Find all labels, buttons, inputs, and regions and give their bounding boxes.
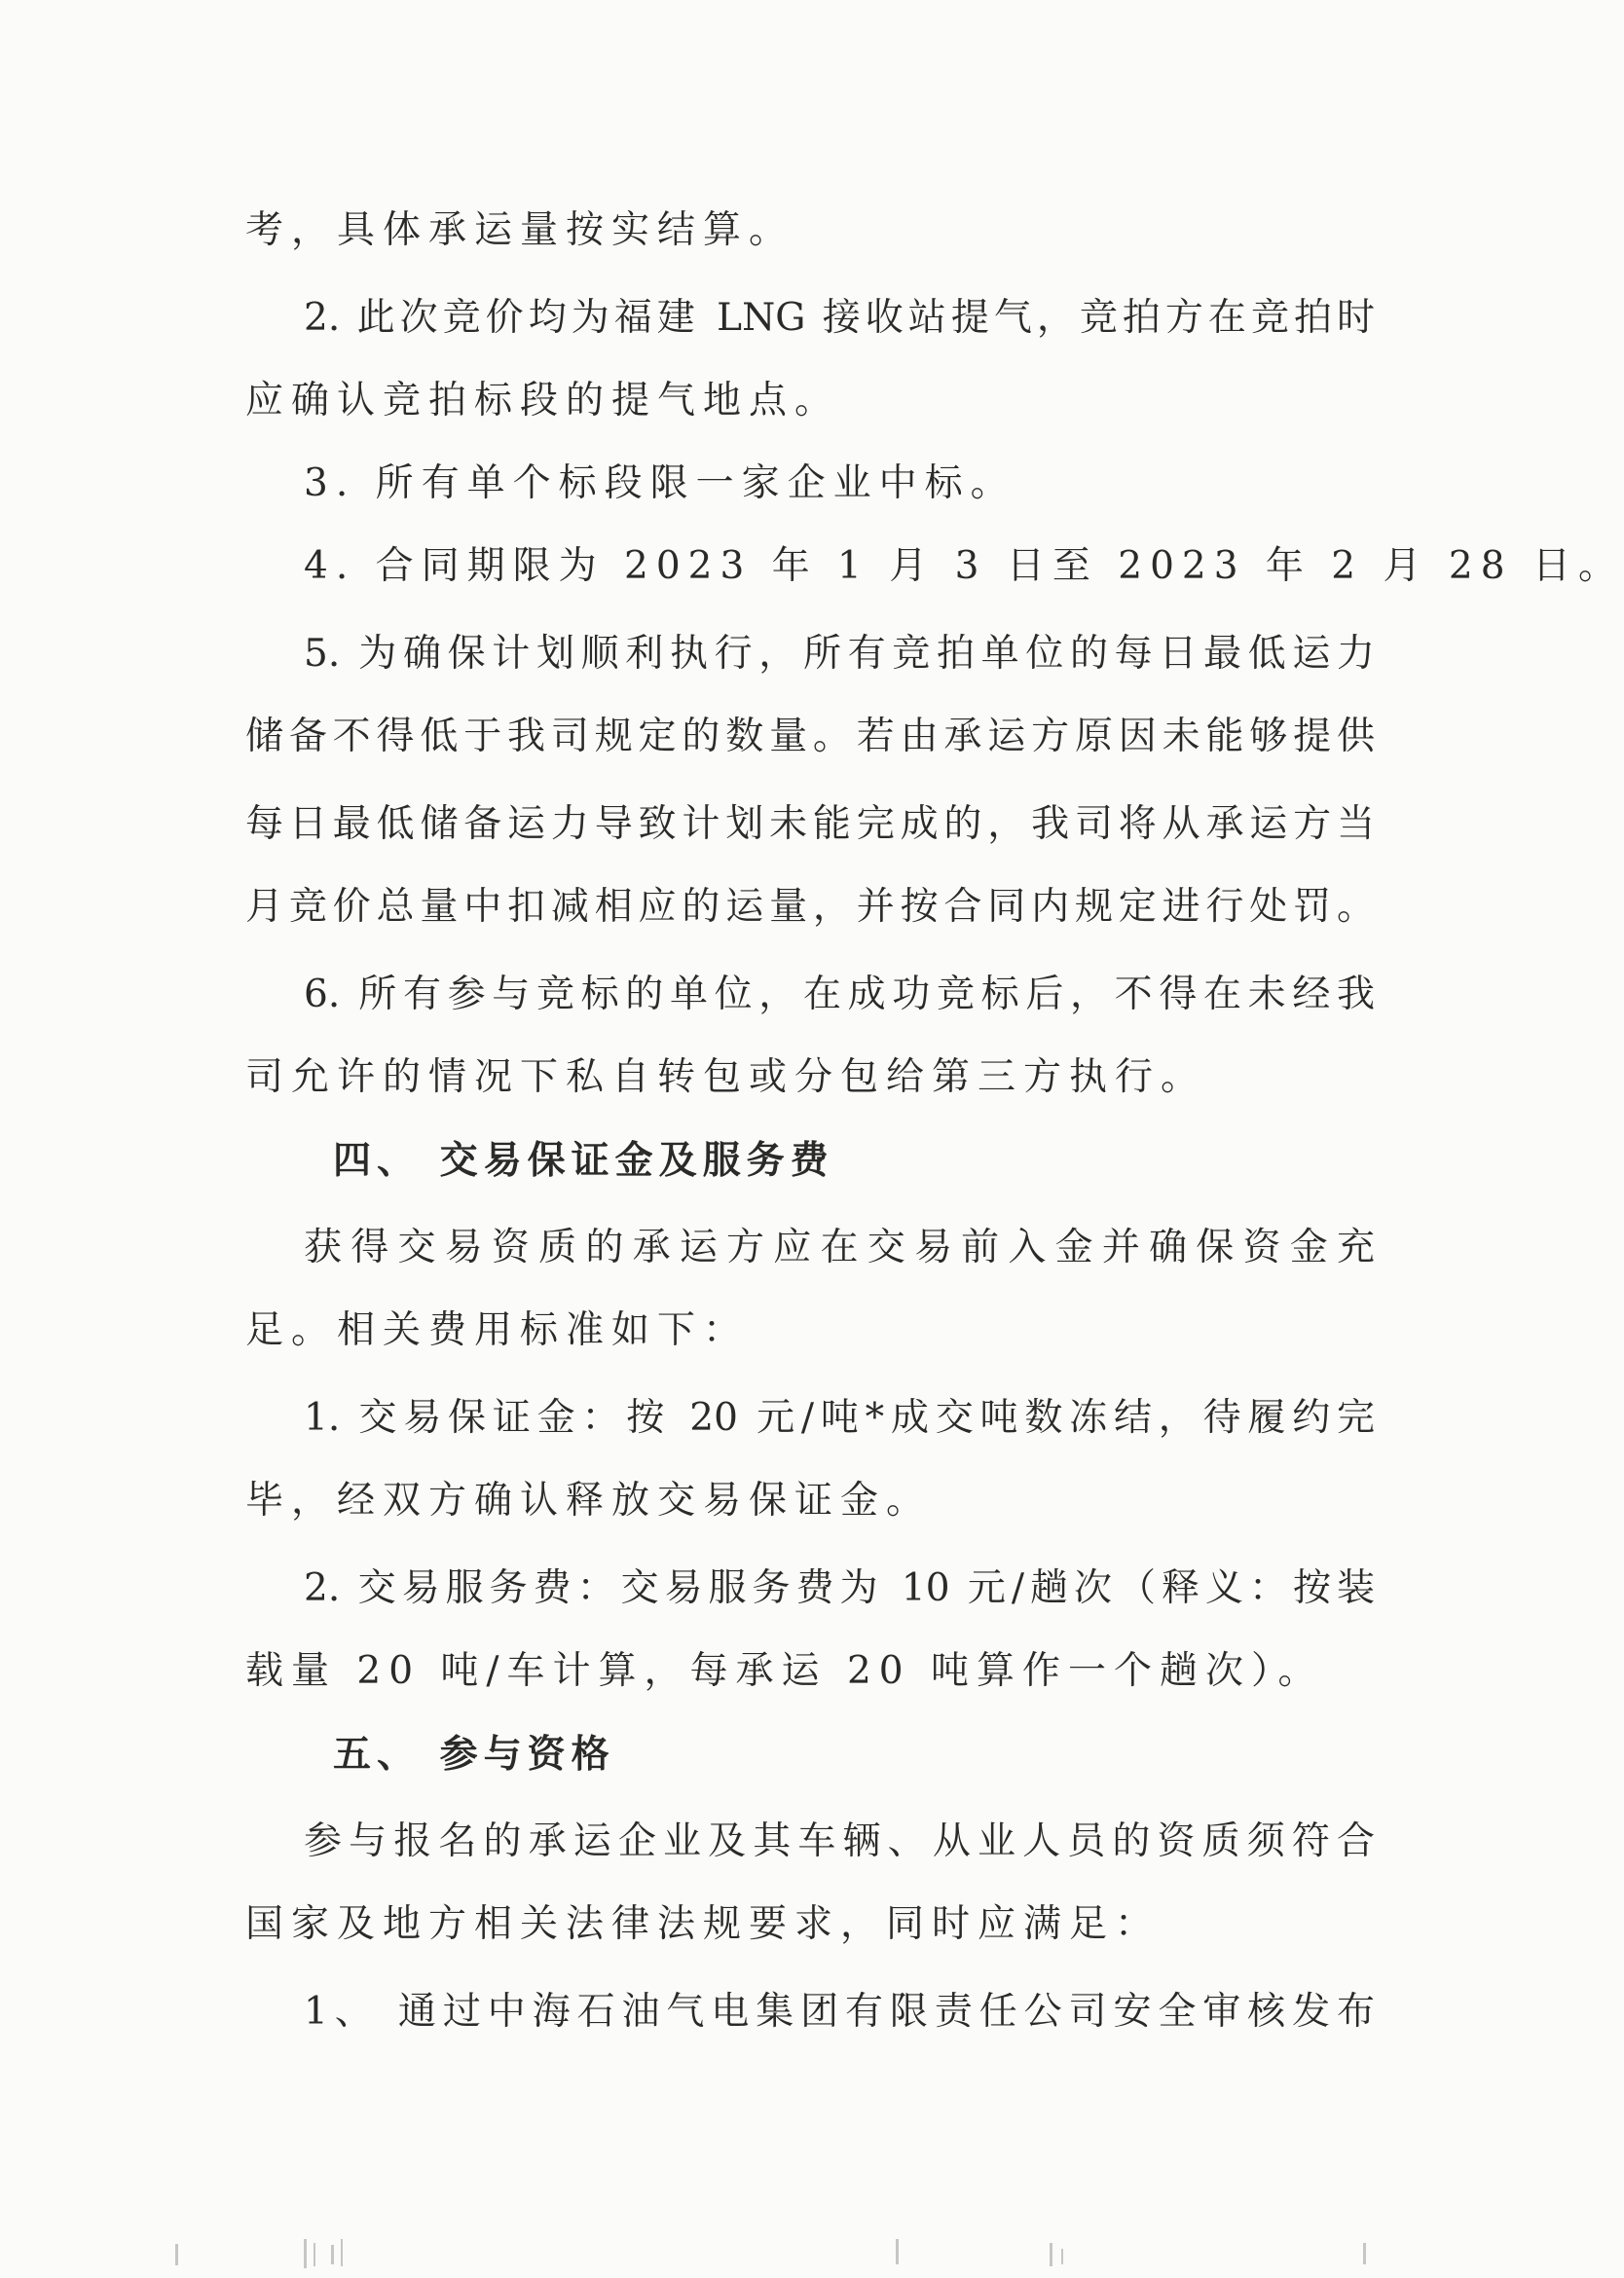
text-line-18: 载量 20 吨/车计算，每承运 20 吨算作一个趟次）。 — [245, 1649, 1324, 1693]
section-heading-four: 四、 交易保证金及服务费 — [333, 1138, 834, 1183]
scan-artifact — [175, 2244, 178, 2265]
scan-artifact — [331, 2245, 334, 2264]
text-line-6: 5. 为确保计划顺利执行，所有竞拍单位的每日最低运力 — [304, 632, 1375, 676]
section-heading-five: 五、 参与资格 — [333, 1732, 615, 1777]
scan-artifact — [896, 2239, 899, 2264]
scan-artifact — [1363, 2243, 1366, 2264]
scan-artifact — [314, 2243, 315, 2266]
scan-artifact — [1061, 2249, 1063, 2264]
text-line-9: 月竞价总量中扣减相应的运量，并按合同内规定进行处罚。 — [245, 885, 1375, 929]
text-line-10: 6. 所有参与竞标的单位，在成功竞标后，不得在未经我 — [304, 973, 1375, 1016]
text-line-16: 毕，经双方确认释放交易保证金。 — [245, 1479, 933, 1523]
scan-artifact — [304, 2239, 307, 2268]
text-line-20: 参与报名的承运企业及其车辆、从业人员的资质须符合 — [304, 1819, 1375, 1863]
scan-artifact — [341, 2239, 343, 2266]
text-line-14: 足。相关费用标准如下： — [245, 1308, 750, 1352]
text-line-21: 国家及地方相关法律法规要求，同时应满足： — [245, 1902, 1162, 1946]
text-line-4: 3. 所有单个标段限一家企业中标。 — [304, 461, 1016, 505]
text-line-11: 司允许的情况下私自转包或分包给第三方执行。 — [245, 1055, 1207, 1099]
text-line-1: 考，具体承运量按实结算。 — [245, 208, 795, 252]
text-line-22: 1、 通过中海石油气电集团有限责任公司安全审核发布 — [304, 1990, 1375, 2034]
text-line-2: 2. 此次竞价均为福建 LNG 接收站提气，竞拍方在竞拍时 — [304, 296, 1375, 340]
text-line-17: 2. 交易服务费：交易服务费为 10 元/趟次（释义：按装 — [304, 1566, 1375, 1610]
text-line-3: 应确认竞拍标段的提气地点。 — [245, 379, 841, 423]
text-line-15: 1. 交易保证金：按 20 元/吨*成交吨数冻结，待履约完 — [304, 1396, 1375, 1440]
text-line-8: 每日最低储备运力导致计划未能完成的，我司将从承运方当 — [245, 802, 1375, 846]
text-line-13: 获得交易资质的承运方应在交易前入金并确保资金充 — [304, 1226, 1375, 1269]
text-line-5: 4. 合同期限为 2023 年 1 月 3 日至 2023 年 2 月 28 日。 — [304, 544, 1624, 588]
text-line-7: 储备不得低于我司规定的数量。若由承运方原因未能够提供 — [245, 715, 1375, 758]
scan-artifact — [1050, 2243, 1052, 2266]
